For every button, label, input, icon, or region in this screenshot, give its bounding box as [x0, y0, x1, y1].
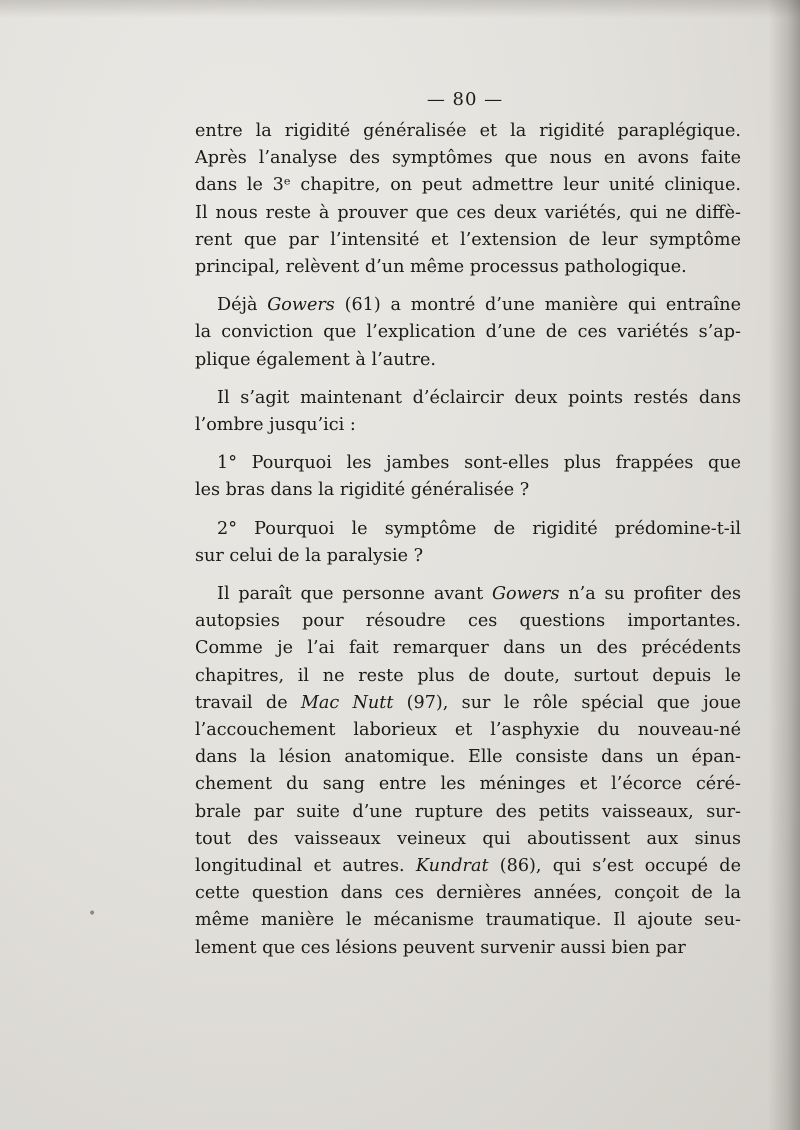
- text-line: dans le 3ᵉ chapitre, on peut admettre leur unité clinique.: [195, 175, 741, 196]
- text-line: dans la lésion anatomique. Elle consiste dans un épan-: [195, 747, 741, 768]
- paragraph: [195, 450, 741, 504]
- text-segment: longitudinal et autres.: [195, 856, 416, 877]
- text-line: Il nous reste à prouver que ces deux variétés, qui ne diffè-: [195, 202, 741, 223]
- text-line: la conviction que l’explication d’une de ces variétés s’ap-: [195, 322, 741, 343]
- text-segment: Il paraît que personne avant: [217, 584, 492, 605]
- cited-author: Kundrat: [415, 856, 489, 877]
- text-line: [195, 581, 741, 608]
- text-line: Après l’analyse des symptômes que nous en avons faite: [195, 148, 741, 169]
- text-line: lement que ces lésions peuvent survenir aussi bien par: [195, 937, 686, 958]
- text-line: plique également à l’autre.: [195, 349, 437, 370]
- text-line: chement du sang entre les méninges et l’écorce céré-: [195, 774, 741, 795]
- text-segment: travail de: [195, 692, 301, 713]
- text-line: sur celui de la paralysie ?: [195, 545, 424, 566]
- text-line: l’ombre jusqu’ici :: [195, 415, 356, 436]
- text-segment: Déjà: [217, 295, 268, 316]
- text-line: rent que par l’intensité et l’extension de leur symptôme: [195, 229, 741, 250]
- text-line: [195, 853, 741, 880]
- stray-dot-mark: •: [88, 906, 97, 922]
- page-top-shadow: [0, 0, 800, 18]
- text-line: entre la rigidité généralisée et la rigidité paraplégique.: [195, 121, 741, 141]
- text-line: Il s’agit maintenant d’éclaircir deux points restés dans: [217, 387, 741, 408]
- paragraph: [195, 581, 741, 962]
- text-line: Comme je l’ai fait remarquer dans un des précédents: [195, 638, 741, 659]
- body-text: [195, 118, 741, 962]
- paragraph: [195, 516, 741, 570]
- text-line: les bras dans la rigidité généralisée ?: [195, 480, 530, 501]
- text-segment: (97), sur le rôle spécial que joue: [393, 692, 741, 713]
- text-line: [195, 690, 741, 717]
- text-line: 2° Pourquoi le symptôme de rigidité prédomine-t-il: [217, 518, 741, 539]
- text-line: brale par suite d’une rupture des petits vaisseaux, sur-: [195, 801, 741, 822]
- text-line: l’accouchement laborieux et l’asphyxie du nouveau-né: [195, 720, 741, 741]
- page-number: — 80 —: [426, 89, 504, 110]
- text-line: [195, 292, 741, 319]
- text-segment: (86), qui s’est occupé de: [488, 856, 741, 877]
- text-line: cette question dans ces dernières années, conçoit de la: [195, 883, 741, 904]
- text-segment: (61) a montré d’une manière qui entraîne: [334, 295, 741, 316]
- page-binding-shadow: [768, 0, 800, 1130]
- cited-author: Gowers: [267, 295, 335, 316]
- text-line: tout des vaisseaux veineux qui aboutissent aux sinus: [195, 828, 741, 849]
- text-segment: n’a su profiter des: [559, 584, 741, 605]
- text-line: chapitres, il ne reste plus de doute, surtout depuis le: [195, 665, 741, 686]
- paragraph: [195, 292, 741, 374]
- paragraph: [195, 118, 741, 281]
- text-line: autopsies pour résoudre ces questions importantes.: [195, 611, 741, 632]
- paragraph: [195, 385, 741, 439]
- cited-author: Gowers: [491, 584, 560, 605]
- text-line: 1° Pourquoi les jambes sont-elles plus frappées que: [217, 453, 741, 474]
- text-line: même manière le mécanisme traumatique. Il ajoute seu-: [195, 910, 741, 931]
- text-line: principal, relèvent d’un même processus pathologique.: [195, 257, 687, 278]
- cited-author: Mac Nutt: [300, 692, 394, 713]
